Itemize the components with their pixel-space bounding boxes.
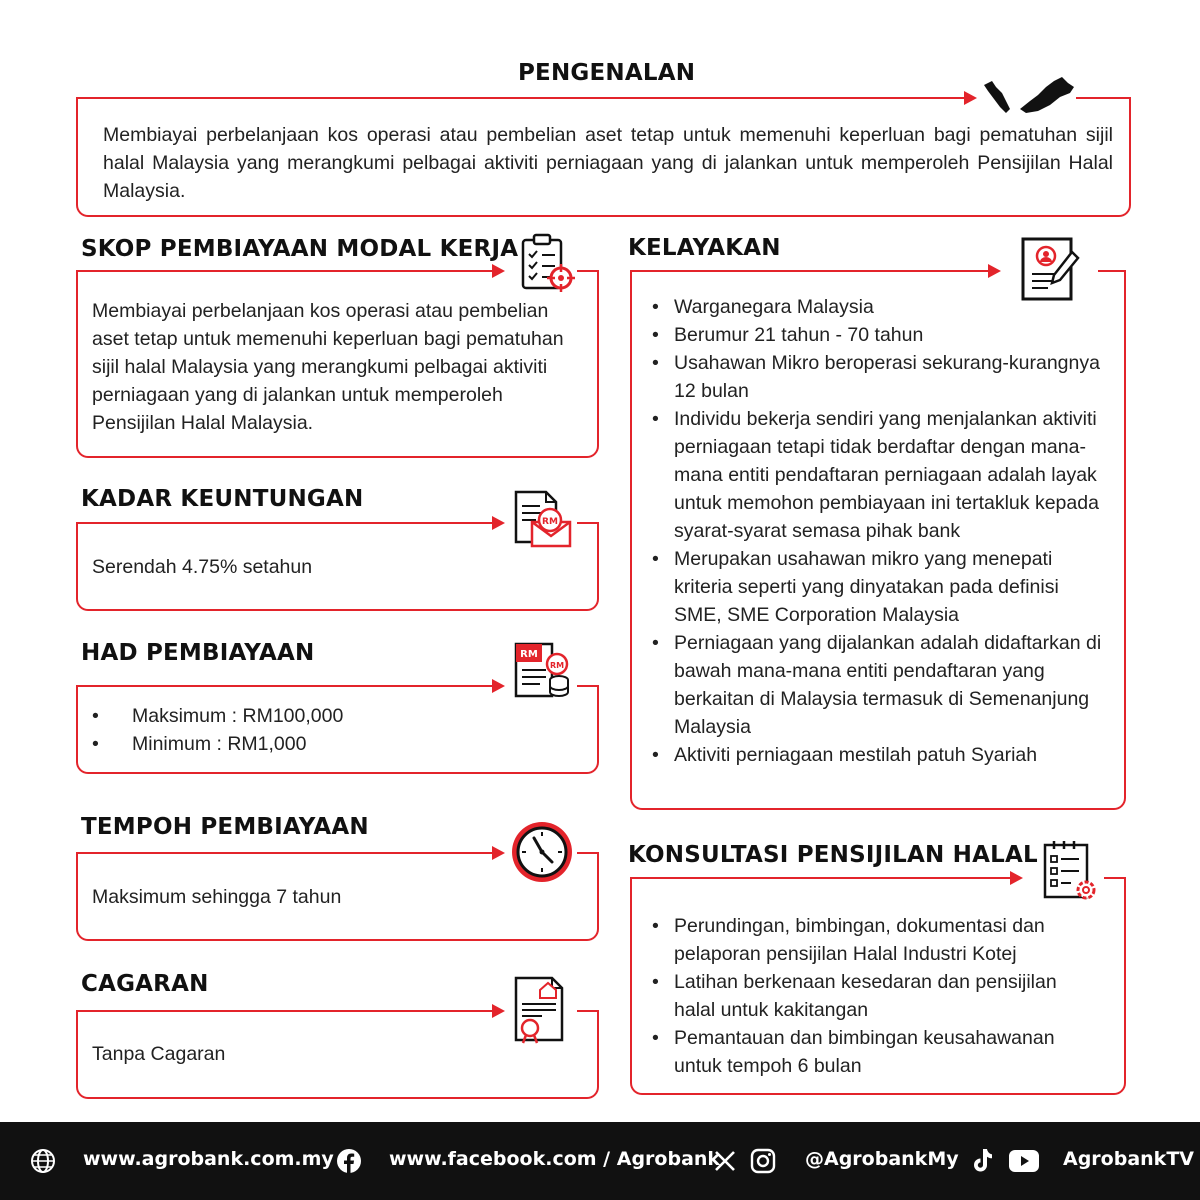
skop-text: Membiayai perbelanjaan kos operasi atau pembelian aset tetap untuk memenuhi keperluan bagi pematuhan sijil halal Malaysia yang merangkumi pelbagai aktiviti perniagaan yang di jalankan untuk memperoleh Pensijilan Halal Malaysia.: [92, 300, 564, 434]
clock-icon: [508, 818, 576, 886]
invoice-envelope-icon: [510, 488, 574, 550]
pengenalan-title: PENGENALAN: [518, 60, 696, 86]
kelayakan-item: • Warganegara Malaysia: [652, 293, 1107, 321]
tempoh-text: Maksimum sehingga 7 tahun: [92, 886, 342, 908]
had-item-min: • Minimum : RM1,000: [92, 730, 572, 758]
kadar-text: Serendah 4.75% setahun: [92, 556, 313, 578]
kelayakan-item: • Individu bekerja sendiri yang menjalankan aktiviti perniagaan tetapi tidak berdaftar dengan mana-mana entiti pendaftaran perniagaan adalah layak untuk memohon pembiayaan ini tertakluk kepada syarat-syarat semasa pihak bank: [652, 405, 1107, 545]
kadar-icon-badge: RM: [542, 517, 558, 527]
kadar-title: KADAR KEUNTUNGAN: [81, 486, 364, 512]
kelayakan-list: [652, 293, 1107, 769]
skop-title: SKOP PEMBIAYAAN MODAL KERJA: [81, 236, 519, 262]
instagram-icon[interactable]: [750, 1148, 776, 1174]
facebook-icon[interactable]: [336, 1148, 362, 1174]
kelayakan-item: • Berumur 21 tahun - 70 tahun: [652, 321, 1107, 349]
cagaran-text: Tanpa Cagaran: [92, 1043, 226, 1065]
website-link[interactable]: www.agrobank.com.my: [83, 1148, 334, 1170]
tiktok-icon[interactable]: [971, 1147, 995, 1174]
clipboard-target-icon: [518, 232, 578, 294]
facebook-link[interactable]: www.facebook.com / Agrobank: [389, 1148, 721, 1170]
kelayakan-title: KELAYAKAN: [628, 235, 781, 261]
malaysia-map-icon: [980, 75, 1080, 120]
tempoh-title: TEMPOH PEMBIAYAAN: [81, 814, 369, 840]
konsultasi-list: [652, 912, 1102, 1080]
pengenalan-text: Membiayai perbelanjaan kos operasi atau pembelian aset tetap untuk memenuhi keperluan bagi pematuhan sijil halal Malaysia yang merangkumi pelbagai aktiviti perniagaan yang di jalankan untuk memperoleh Pensijilan Halal Malaysia.: [103, 124, 1113, 202]
kelayakan-item: • Merupakan usahawan mikro yang menepati kriteria seperti yang dinyatakan pada definisi SME, SME Corporation Malaysia: [652, 545, 1107, 629]
kelayakan-item: • Perniagaan yang dijalankan adalah didaftarkan di bawah mana-mana entiti pendaftaran yang berkaitan di Malaysia termasuk di Semenanjung Malaysia: [652, 629, 1107, 741]
cagaran-title: CAGARAN: [81, 971, 209, 997]
kelayakan-item: • Aktiviti perniagaan mestilah patuh Syariah: [652, 741, 1107, 769]
had-item-max: • Maksimum : RM100,000: [92, 702, 572, 730]
konsultasi-item: • Perundingan, bimbingan, dokumentasi dan pelaporan pensijilan Halal Industri Kotej: [652, 912, 1102, 968]
kelayakan-item: • Usahawan Mikro beroperasi sekurang-kurangnya 12 bulan: [652, 349, 1107, 405]
globe-icon: [30, 1148, 56, 1174]
konsultasi-title: KONSULTASI PENSIJILAN HALAL: [628, 842, 1038, 868]
konsultasi-item: • Latihan berkenaan kesedaran dan pensijilan halal untuk kakitangan: [652, 968, 1102, 1024]
had-title: HAD PEMBIAYAAN: [81, 640, 315, 666]
checklist-gear-icon: [1042, 838, 1100, 904]
rm-document-coins-icon: [512, 640, 574, 702]
youtube-icon[interactable]: [1008, 1149, 1040, 1173]
x-icon[interactable]: [713, 1149, 737, 1173]
had-icon-badge-2: RM: [549, 661, 565, 670]
konsultasi-item: • Pemantauan dan bimbingan keusahawanan untuk tempoh 6 bulan: [652, 1024, 1102, 1080]
video-channel-link[interactable]: AgrobankTV: [1063, 1148, 1194, 1170]
certificate-house-icon: [512, 974, 568, 1046]
had-icon-badge-1: RM: [520, 649, 538, 660]
had-list: [92, 702, 572, 758]
social-handle-link[interactable]: @AgrobankMy: [805, 1148, 959, 1170]
